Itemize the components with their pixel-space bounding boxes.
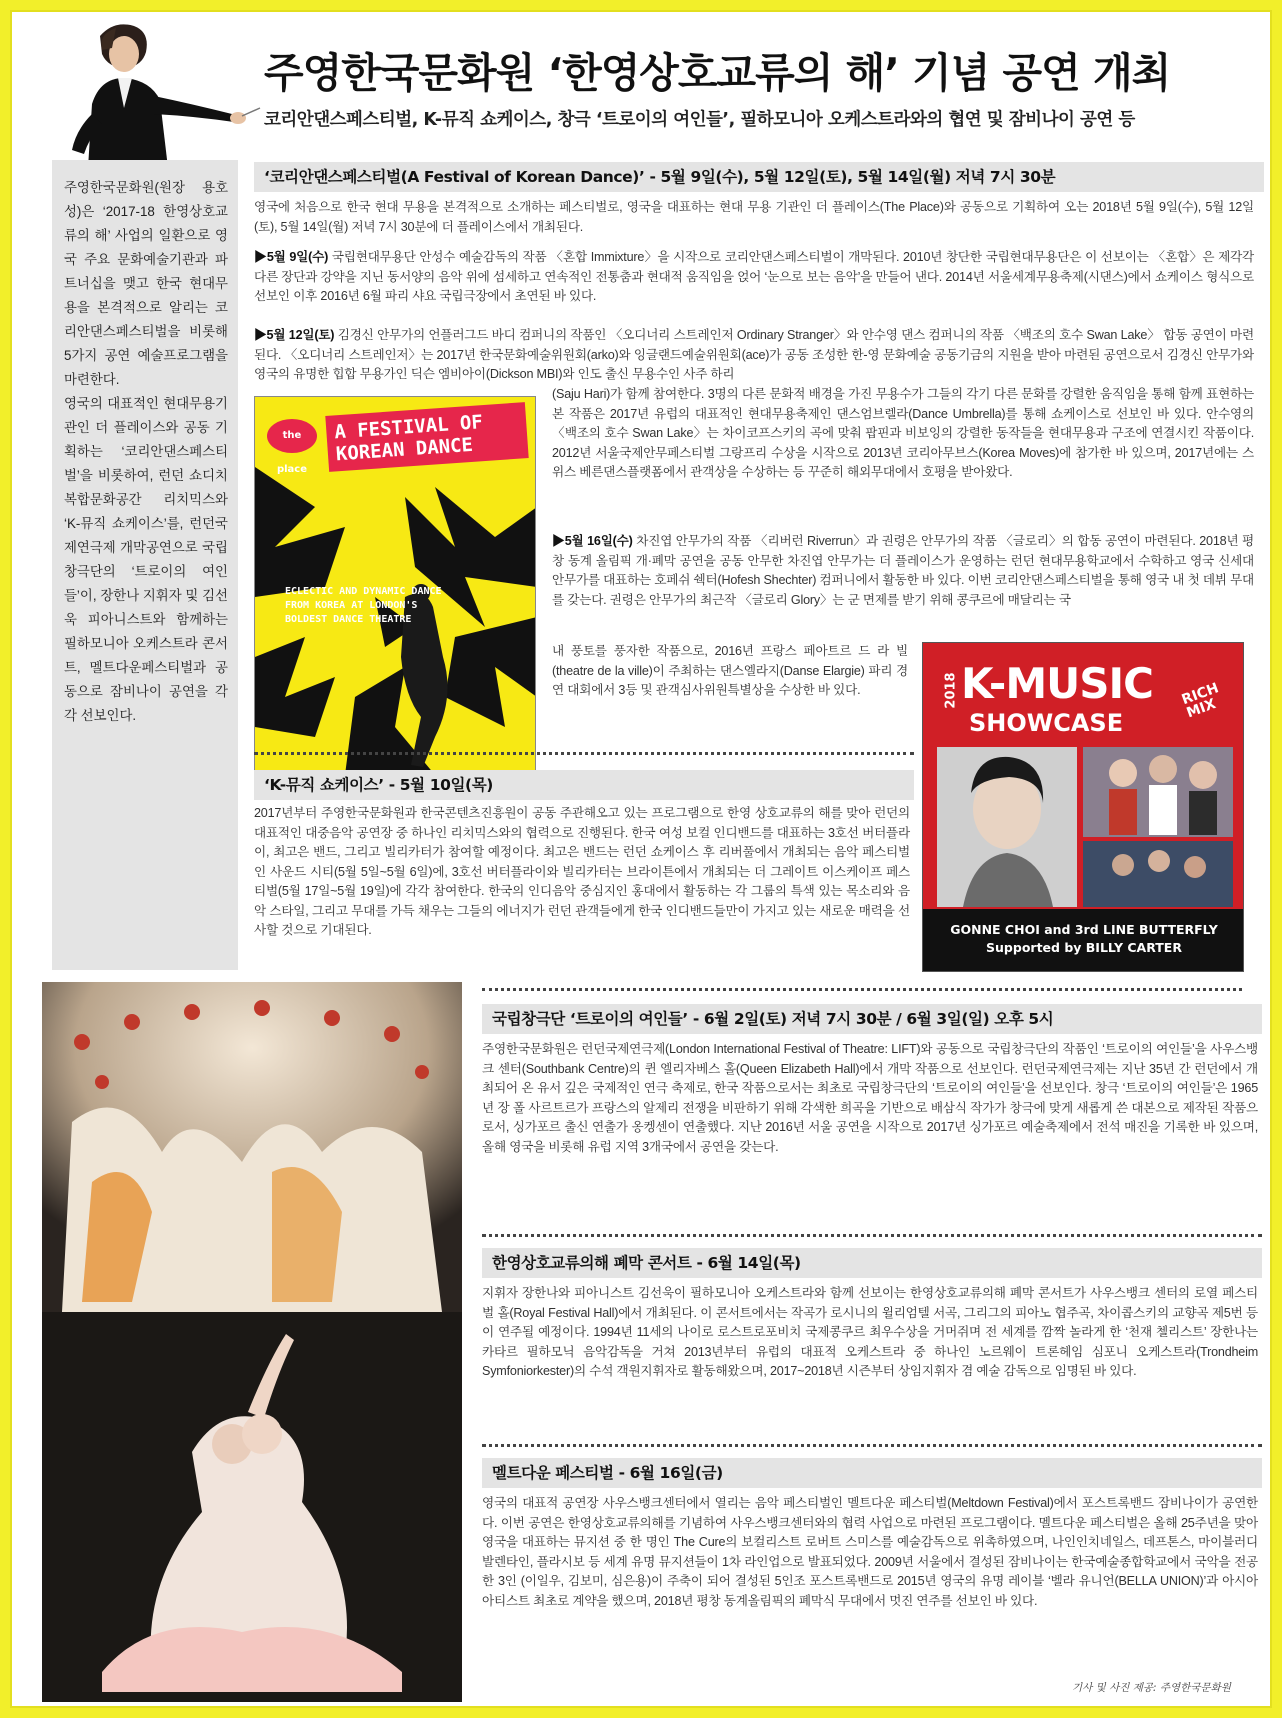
may12-text-a: 김경신 안무가의 언플러그드 바디 컴퍼니의 작품인 〈오디너리 스트레인저 Ordinary Stranger〉와 안수영 댄스 컴퍼니의 작품 〈백조의 호수 Swan Lake〉 합동 공연이 마련된다. 〈오디너리 스트레인저〉는 2017년 한국문화예술위원회(arko)와 잉글랜드예술위원회(ace)가 공동 조성한 한-영 문화예술 공동기금의 지원을 받아 마련된 공연으로서 김경신 안무가와 영국의 유명한 힙합 무용가인 딕슨 엠비아이(Dickson MBI)와 인도 출신 무용수인 사주 하리	[254, 328, 1254, 381]
kmusic-caption-line1: GONNE CHOI and 3rd LINE BUTTERFLY	[950, 922, 1218, 937]
may9-label: ▶5월 9일(수)	[254, 250, 329, 264]
kmusic-title: ‘K-뮤직 쇼케이스’ - 5월 10일(목)	[264, 776, 493, 794]
kmusic-text: 2017년부터 주영한국문화원과 한국콘텐츠진흥원이 공동 주관해오고 있는 프로그램으로 한영 상호교류의 해를 맞아 런던의 대표적인 대중음악 공연장 중 하나인 리치믹스와의 협력으로 진행된다. 한국 여성 보컬 인디밴드를 대표하는 3호선 버터플라이, 최고은 밴드, 그리고 빌리카터가 참여할 예정이다. 최고은 밴드는 런던 쇼케이스 후 리버풀에서 개최되는 음악 페스티벌인 사운드 시티(5월 5일~5월 6일)에, 3호선 버터플라이와 빌리카터는 브라이튼에서 개최되는 더 그레이트 이스케이프 페스티벌(5월 17일~5월 19일)에 각각 참여한다. 한국의 인디음악 중심지인 홍대에서 활동하는 각 그룹의 특색 있는 목소리와 음악 스타일, 그리고 무대를 가득 채우는 그들의 에너지가 런던 관객들에게 한국 인디밴드들만이 가지고 있는 새로운 매력을 선사할 것으로 기대된다.	[254, 806, 910, 937]
poster-tagline: ECLECTIC AND DYNAMIC DANCE FROM KOREA AT LONDON'S BOLDEST DANCE THEATRE	[285, 586, 442, 625]
closing-title: 한영상호교류의해 폐막 콘서트 - 6월 14일(목)	[492, 1254, 801, 1272]
conductor-photo	[42, 18, 262, 168]
trojan-title: 국립창극단 ‘트로이의 여인들’ - 6월 2일(토) 저녁 7시 30분 / 6월 3일(일) 오후 5시	[492, 1010, 1054, 1028]
kmusic-title-bar	[254, 770, 914, 800]
festival-may16	[552, 532, 1254, 610]
photo-credit: 기사 및 사진 제공: 주영한국문화원	[1072, 1682, 1231, 1694]
festival-may16-cont: 내 풍토를 풍자한 작품으로, 2016년 프랑스 페아트르 드 라 빌(theatre de la ville)이 주최하는 댄스엘라지(Danse Elargie) 파리 경연 대회에서 3등 및 관객심사위원특별상을 수상한 바 있다.	[552, 644, 908, 697]
poster-title: A FESTIVAL OF KOREAN DANCE	[325, 402, 528, 472]
festival-intro: 영국에 처음으로 한국 현대 무용을 본격적으로 소개하는 페스티벌로, 영국을 대표하는 현대 무용 기관인 더 플레이스(The Place)와 공동으로 기획하여 오는 2018년 5월 9일(수), 5월 12일(토), 5월 14일(월) 저녁 7시 30분에 더 플레이스에서 개최된다.	[254, 200, 1254, 234]
may16-text-a: 차진엽 안무가의 작품 〈리버런 Riverrun〉과 권령은 안무가의 작품 〈글로리〉의 합동 공연이 마련된다. 2018년 평창 동계 올림픽 개·폐막 공연을 공동 안무한 차진엽 안무가는 더 플레이스가 운영하는 런던 현대무용학교에서 수학하고 영국 신세대 안무가를 대표하는 호페쉬 쉑터(Hofesh Shechter) 컴퍼니에서 활동한 바 있다. 이번 코리안댄스페스티벌을 통해 영국 내 첫 데뷔 무대를 갖는다. 권령은 안무가의 최근작 〈글로리 Glory〉는 군 면제를 받기 위해 콩쿠르에 매달리는 국	[552, 534, 1254, 607]
festival-poster	[254, 396, 536, 774]
festival-title-bar	[254, 162, 1264, 192]
sidebar-text: 주영한국문화원(원장 용호성)은 ‘2017-18 한영상호교류의 해’ 사업의 일환으로 영국 주요 문화예술기관과 파트너십을 맺고 한국 현대무용을 본격적으로 알리는 코리안댄스페스티벌을 비롯해 5가지 공연 예술프로그램을 마련한다. 영국의 대표적인 현대무용기관인 더 플레이스와 공동 기획하는 ‘코리안댄스페스티벌’을 비롯하여, 런던 쇼디치 복합문화공간 리치믹스와 ‘K-뮤직 쇼케이스’를, 런던국제연극제 개막공연으로 국립창극단의 ‘트로이의 여인들’이, 장한나 지휘자 및 김선욱 피아니스트와 함께하는 필하모니아 오케스트라 콘서트, 멜트다운페스티벌과 공동으로 잠비나이 공연을 각각 선보인다.	[64, 180, 228, 723]
poster-logo: the place	[267, 419, 317, 453]
may9-text: 국립현대무용단 안성수 예술감독의 작품 〈혼합 Immixture〉을 시작으로 코리안댄스페스티벌이 개막된다. 2010년 창단한 국립현대무용단은 이 선보이는 〈혼합〉은 제각각 다른 장단과 강약을 지닌 동서양의 음악 위에 섬세하고 연속적인 전통춤과 현대적 움직임을 얹어 ‘눈으로 보는 음악’을 만들어 낸다. 2014년 서울세계무용축제(시댄스)에서 쇼케이스 형식으로 선보인 이후 2016년 6월 파리 샤요 국립극장에서 초연된 바 있다.	[254, 250, 1255, 303]
kmusic-caption	[923, 909, 1244, 972]
kmusic-caption-line2: Supported by BILLY CARTER	[986, 940, 1182, 955]
divider	[482, 1234, 1262, 1237]
trojan-title-bar	[482, 1004, 1262, 1034]
meltdown-text: 영국의 대표적 공연장 사우스뱅크센터에서 열리는 음악 페스티벌인 멜트다운 페스티벌(Meltdown Festival)에서 포스트록밴드 잠비나이가 공연한다. 이번 공연은 한영상호교류의해를 기념하여 사우스뱅크센터와의 협력 사업으로 마련된 프로그램이다. 멜트다운 페스티벌은 올해 25주년을 맞아 영국을 대표하는 뮤지션 중 한 명인 The Cure의 보컬리스트 로버트 스미스를 예술감독으로 위촉하였으며, 나인인치네일스, 데프톤스, 마이블러디발렌타인, 플라시보 등 세계 유명 뮤지션들이 1차 라인업으로 발표되었다. 2009년 서울에서 결성된 잠비나이는 한국예술종합학교에서 국악을 전공한 3인 (이일우, 김보미, 심은용)이 주축이 되어 결성된 5인조 포스트록밴드로 2015년 영국의 유명 레이블 ‘벨라 유니언(BELLA UNION)’과 아시아 아티스트 최초로 계약을 했으며, 2018년 평창 동계올림픽의 폐막식 무대에서 멋진 연주를 선보인 바 있다.	[482, 1496, 1258, 1608]
kmusic-venue: RICH MIX	[1179, 680, 1221, 722]
festival-may12	[254, 326, 1254, 385]
header	[12, 12, 1272, 160]
kmusic-poster-title: K-MUSIC	[961, 659, 1153, 708]
meltdown-title: 멜트다운 페스티벌 - 6월 16일(금)	[492, 1464, 723, 1482]
stage-photo	[42, 982, 462, 1702]
sidebar	[52, 160, 238, 970]
closing-title-bar	[482, 1248, 1262, 1278]
headline: 주영한국문화원 ‘한영상호교류의 해’ 기념 공연 개최	[264, 49, 1171, 97]
divider	[254, 752, 914, 755]
divider	[482, 1444, 1262, 1447]
kmusic-year: 2018	[943, 672, 959, 709]
kmusic-poster	[922, 642, 1244, 972]
kmusic-poster-subtitle: SHOWCASE	[969, 709, 1124, 737]
may16-label: ▶5월 16일(수)	[552, 534, 633, 548]
may12-label: ▶5월 12일(토)	[254, 328, 335, 342]
festival-title: ‘코리안댄스페스티벌(A Festival of Korean Dance)’ - 5월 9일(수), 5월 12일(토), 5월 14일(월) 저녁 7시 30분	[264, 168, 1056, 186]
festival-may9	[254, 248, 1254, 307]
divider	[482, 988, 1242, 991]
trojan-text: 주영한국문화원은 런던국제연극제(London International Festival of Theatre: LIFT)와 공동으로 국립창극단의 작품인 ‘트로이의 여인들’을 사우스뱅크 센터(Southbank Centre)의 퀸 엘리자베스 홀(Queen Elizabeth Hall)에서 개막 작품으로 선보인다. 런던국제연극제는 지난 35년 간 런던에서 개최되어 온 유서 깊은 국제적인 연극 축제로, 한국 작품으로서는 최초로 국립창극단의 ‘트로이의 여인들’을 선보인다. 창극 ‘트로이의 여인들’은 1965년 장 폴 사르트르가 프랑스의 알제리 전쟁을 비판하기 위해 각색한 희곡을 기반으로 배삼식 작가가 창극에 맞게 새롭게 쓴 대본으로 제작된 작품으로서, 싱가포르 출신 연출가 옹켕센이 연출했다. 지난 2016년 서울 공연을 시작으로 2017년 싱가포르 예술축제에서 전석 매진을 기록한 바 있으며, 올해 영국을 비롯해 유럽 지역 3개국에서 공연을 갖는다.	[482, 1042, 1258, 1154]
festival-may12-cont: (Saju Hari)가 함께 참여한다. 3명의 다른 문화적 배경을 가진 무용수가 그들의 각기 다른 문화를 강렬한 움직임을 통해 함께 표현하는 본 작품은 2017년 유럽의 대표적인 현대무용축제인 댄스엄브렐라(Dance Umbrella)를 통해 쇼케이스로 선보인 바 있다. 안수영의 〈백조의 호수 Swan Lake〉는 차이코프스키의 곡에 맞춰 팝핀과 비보잉의 강렬한 동작들을 현대무용과 구조에 연결시킨 작품이다. 2012년 서울국제안무페스티벌 그랑프리 수상을 시작으로 2013년 코리아무브스(Korea Moves)에 참가한 바 있으며, 2017년에는 스위스 베른댄스플랫폼에서 관객상을 수상하는 등 꾸준히 해외무대에서 호평을 받아왔다.	[552, 387, 1254, 479]
stage-artwork	[42, 982, 462, 1702]
meltdown-title-bar	[482, 1458, 1262, 1488]
closing-text: 지휘자 장한나와 피아니스트 김선욱이 필하모니아 오케스트라와 함께 선보이는 한영상호교류의해 폐막 콘서트가 사우스뱅크 센터의 로열 페스티벌 홀(Royal Festival Hall)에서 개최된다. 이 콘서트에서는 작곡가 로시니의 윌리엄텔 서곡, 그리그의 피아노 협주곡, 차이콥스키의 교향곡 제5번 등이 연주될 예정이다. 1994년 11세의 나이로 로스트로포비치 국제콩쿠르 최우수상을 거머쥐며 전 세계를 깜짝 놀라게 한 ‘천재 첼리스트’ 장한나는 카타르 필하모닉 음악감독을 거쳐 2013년부터 유럽의 대표적 오케스트라 중 하나인 노르웨이 트론헤임 심포니 오케스트라(Trondheim Symfoniorkester)의 수석 객원지휘자로 활동해왔으며, 2017~2018년 시즌부터 상임지휘자 겸 예술 감독으로 임명된 바 있다.	[482, 1286, 1258, 1378]
page	[10, 10, 1272, 1708]
subheadline: 코리안댄스페스티벌, K-뮤직 쇼케이스, 창극 ‘트로이의 여인들’, 필하모니아 오케스트라와의 협연 및 잠비나이 공연 등	[264, 110, 1135, 130]
